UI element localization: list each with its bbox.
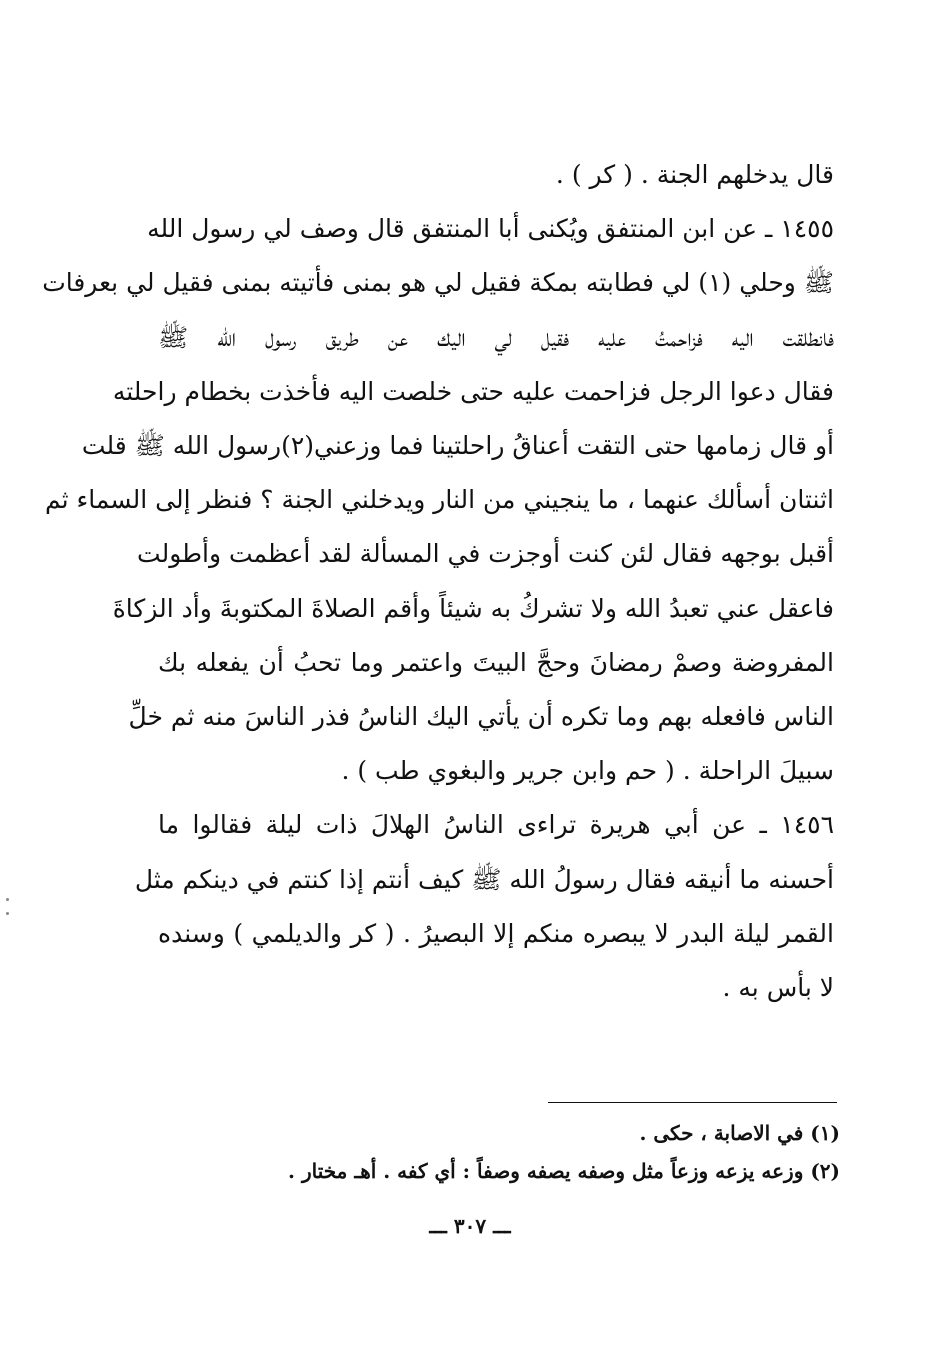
text-line: لا بأس به . [722, 973, 834, 1003]
text-line: فاعقل عني تعبدُ الله ولا تشركُ به شيئاً وأقم الصلاةَ المكتوبةَ وأد الزكاةَ [112, 593, 834, 623]
text-line: فانطلقت اليه فزاحمتُ عليه فقيل لي اليك عن طريق رسول الله ﷺ [158, 322, 834, 352]
text-line: أو قال زمامها حتى التقت أعناقُ راحلتينا فما وزعني(٢)رسول الله ﷺ قلت [81, 431, 834, 461]
text-line: الناس فافعله بهم وما تكره أن يأتي اليك الناسُ فذر الناسَ منه ثم خلِّ [128, 702, 834, 732]
text-line: المفروضة وصمْ رمضانَ وحجَّ البيتَ واعتمر وما تحبُ أن يفعله بك [158, 647, 834, 677]
main-text [42, 148, 834, 1015]
page-number: ـــ ٣٠٧ ـــ [429, 1214, 511, 1238]
footnote: (٢) وزعه يزعه وزعاً مثل وصفه يصفه وصفاً : أي كفه . أهـ مختار . [288, 1159, 840, 1183]
margin-speck [6, 912, 9, 915]
footnote-divider [548, 1102, 837, 1103]
text-line: ١٤٥٥ ـ عن ابن المنتفق ويُكنى أبا المنتفق قال وصف لي رسول الله [147, 214, 834, 244]
text-line: أحسنه ما أنيقه فقال رسولُ الله ﷺ كيف أنتم إذا كنتم في دينكم مثل [134, 864, 834, 894]
footnote: (١) في الاصابة ، حكى . [639, 1121, 840, 1145]
text-line: اثنتان أسألك عنهما ، ما ينجيني من النار ويدخلني الجنة ؟ فنظر إلى السماء ثم [44, 485, 834, 515]
text-line: القمر ليلة البدر لا يبصره منكم إلا البصيرُ . ( كر والديلمي ) وسنده [158, 918, 834, 948]
footnotes [200, 1114, 840, 1190]
text-line: قال يدخلهم الجنة . ( كر ) . [555, 160, 834, 189]
text-line: ١٤٥٦ ـ عن أبي هريرة تراءى الناسُ الهلالَ ذات ليلة فقالوا ما [158, 810, 834, 840]
margin-speck [6, 898, 9, 901]
text-line: أقبل بوجهه فقال لئن كنت أوجزت في المسألة لقد أعظمت وأطولت [137, 539, 834, 569]
text-line: فقال دعوا الرجل فزاحمت عليه حتى خلصت اليه فأخذت بخطام راحلته [112, 376, 834, 406]
text-line: ﷺ وحلي (١) لي فطابته بمكة فقيل لي هو بمنى فأتيته بمنى فقيل لي بعرفات [42, 268, 834, 298]
text-line: سبيلَ الراحلة . ( حم وابن جرير والبغوي طب ) . [341, 756, 834, 786]
